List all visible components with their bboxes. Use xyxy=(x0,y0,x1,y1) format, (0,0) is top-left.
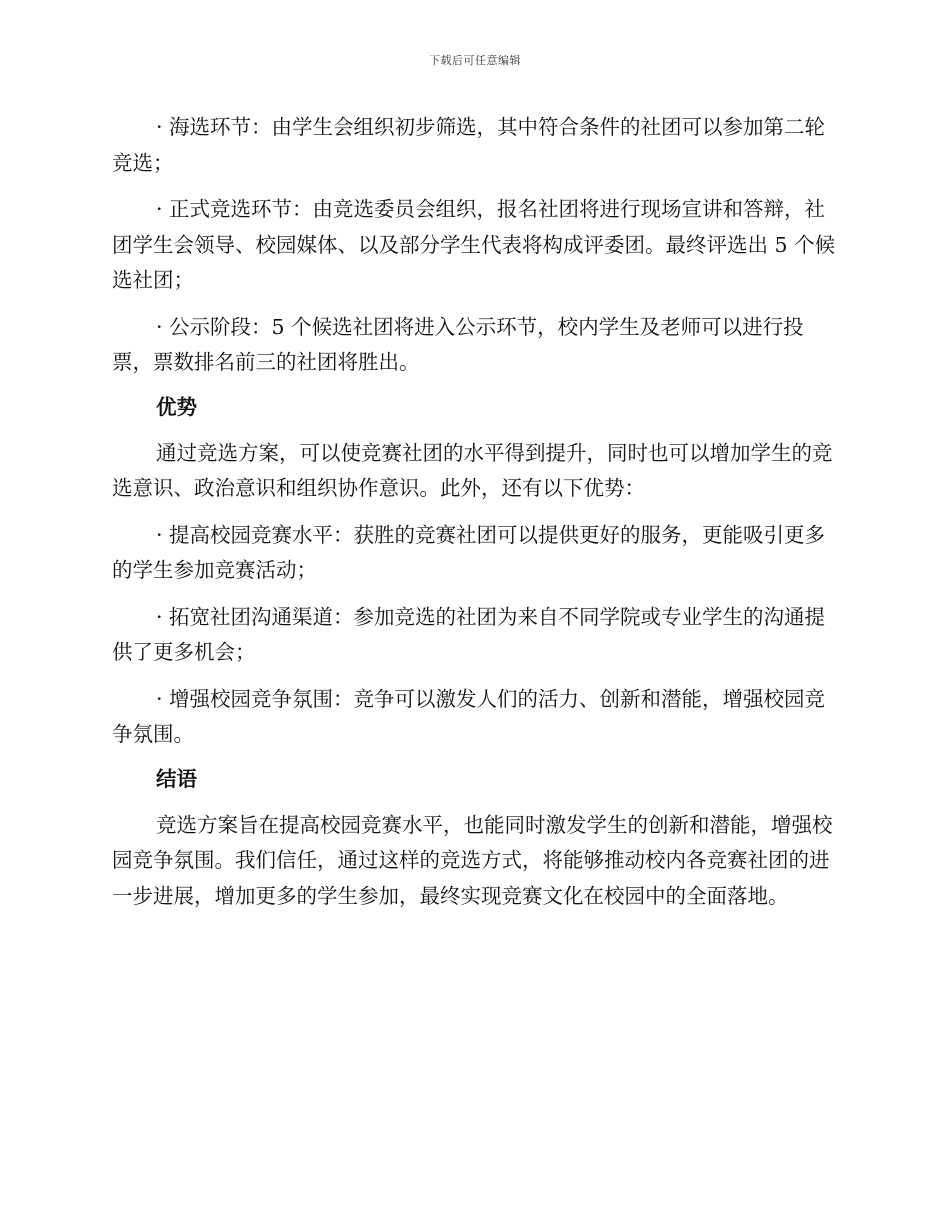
section-heading-advantages: 优势 xyxy=(156,394,197,419)
paragraph-advantage-level: · 提高校园竞赛水平：获胜的竞赛社团可以提供更好的服务，更能吸引更多的学生参加竞赛活动； xyxy=(112,522,826,582)
paragraph-audition: · 海选环节：由学生会组织初步筛选，其中符合条件的社团可以参加第二轮竞选； xyxy=(112,115,826,175)
page-header: 下载后可任意编辑 xyxy=(429,54,521,67)
paragraph-advantage-communication: · 拓宽社团沟通渠道：参加竞选的社团为来自不同学院或专业学生的沟通提供了更多机会； xyxy=(112,604,826,664)
paragraph-public-notice: · 公示阶段：5 个候选社团将进入公示环节，校内学生及老师可以进行投票，票数排名前三的社团将胜出。 xyxy=(112,314,804,374)
paragraph-conclusion: 竞选方案旨在提高校园竞赛水平，也能同时激发学生的创新和潜能，增强校园竞争氛围。我们信任，通过这样的竞选方式，将能够推动校内各竞赛社团的进一步进展，增加更多的学生参加，最终实现竞赛文化在校园中的全面落地。 xyxy=(112,812,833,908)
document-body xyxy=(112,110,840,925)
section-heading-conclusion: 结语 xyxy=(156,766,197,791)
paragraph-advantages-intro: 通过竞选方案，可以使竞赛社团的水平得到提升，同时也可以增加学生的竞选意识、政治意识和组织协作意识。此外，还有以下优势： xyxy=(112,440,833,500)
paragraph-formal-election: · 正式竞选环节：由竞选委员会组织，报名社团将进行现场宣讲和答辩，社团学生会领导、校园媒体、以及部分学生代表将构成评委团。最终评选出 5 个候选社团； xyxy=(112,197,836,292)
paragraph-advantage-competition: · 增强校园竞争氛围：竞争可以激发人们的活力、创新和潜能，增强校园竞争氛围。 xyxy=(112,686,826,746)
